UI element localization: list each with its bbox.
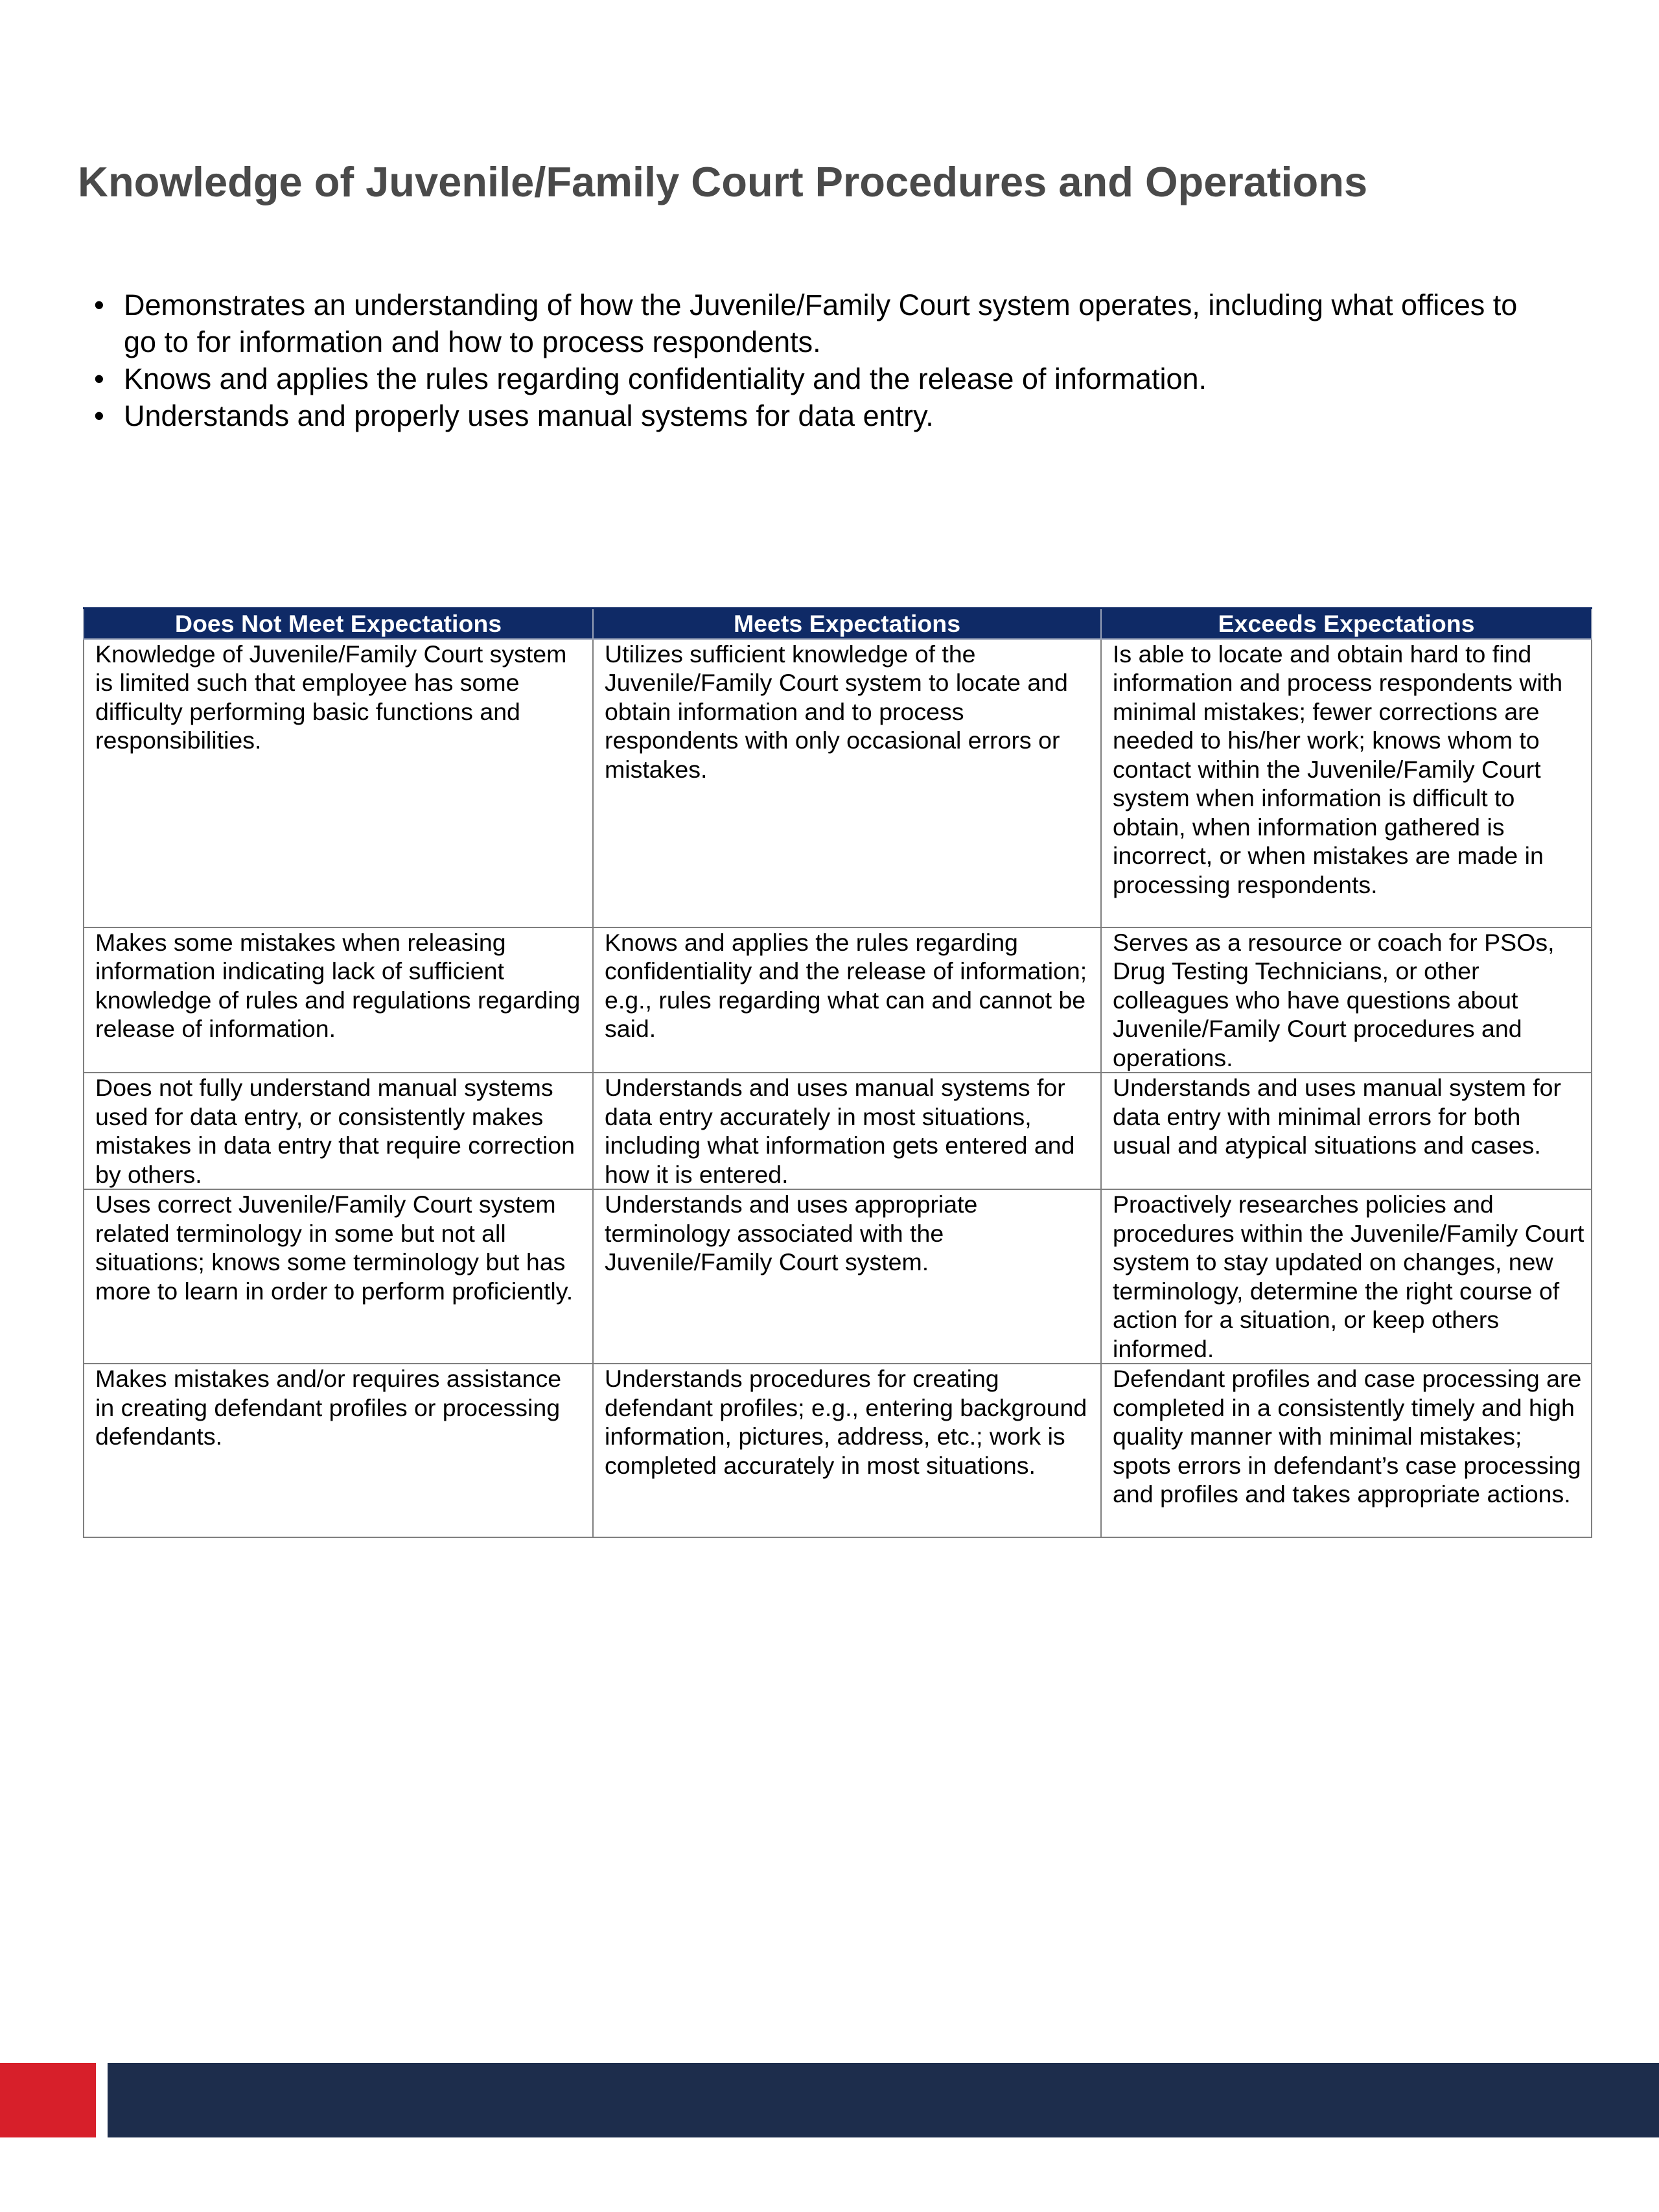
table-row <box>84 639 1592 927</box>
table-cell: Makes mistakes and/or requires assistance in creating defendant profiles or processing defendants. <box>84 1364 593 1537</box>
table-cell: Is able to locate and obtain hard to find information and process respondents with minimal mistakes; fewer corrections are needed to his/her work; knows whom to contact within the Juvenile/Family Court system when information is difficult to obtain, when information gathered is incorrect, or when mistakes are made in processing respondents. <box>1101 639 1592 927</box>
table-cell: Makes some mistakes when releasing information indicating lack of sufficient knowledge of rules and regulations regarding release of information. <box>84 927 593 1073</box>
table-cell: Understands and uses appropriate terminology associated with the Juvenile/Family Court system. <box>593 1189 1101 1364</box>
bullet-text: Knows and applies the rules regarding confidentiality and the release of information. <box>124 362 1207 395</box>
footer-navy-bar <box>108 2063 1659 2137</box>
bullet-dot-icon: • <box>94 288 104 321</box>
competency-bullet-list <box>94 286 1520 434</box>
table-cell: Understands and uses manual system for data entry with minimal errors for both usual and atypical situations and cases. <box>1101 1073 1592 1189</box>
table-cell: Defendant profiles and case processing are completed in a consistently timely and high quality manner with minimal mistakes; spots errors in defendant’s case processing and profiles and takes appropriate actions. <box>1101 1364 1592 1537</box>
bullet-item <box>94 397 1520 434</box>
bullet-text: Demonstrates an understanding of how the Juvenile/Family Court system operates, including what offices to go to for information and how to process respondents. <box>124 288 1518 358</box>
table-cell: Knows and applies the rules regarding confidentiality and the release of information; e.g., rules regarding what can and cannot be said. <box>593 927 1101 1073</box>
table-cell: Serves as a resource or coach for PSOs, Drug Testing Technicians, or other colleagues who have questions about Juvenile/Family Court procedures and operations. <box>1101 927 1592 1073</box>
bullet-item <box>94 360 1520 397</box>
bullet-item <box>94 286 1520 360</box>
table-cell: Knowledge of Juvenile/Family Court system is limited such that employee has some difficulty performing basic functions and responsibilities. <box>84 639 593 927</box>
page-title: Knowledge of Juvenile/Family Court Procedures and Operations <box>78 158 1368 205</box>
table-cell: Does not fully understand manual systems used for data entry, or consistently makes mistakes in data entry that require correction by others. <box>84 1073 593 1189</box>
bullet-dot-icon: • <box>94 362 104 395</box>
bullet-dot-icon: • <box>94 399 104 432</box>
table-row <box>84 1073 1592 1189</box>
table-cell: Understands and uses manual systems for data entry accurately in most situations, including what information gets entered and how it is entered. <box>593 1073 1101 1189</box>
rubric-header-row <box>84 609 1592 639</box>
table-row <box>84 927 1592 1073</box>
bullet-text: Understands and properly uses manual systems for data entry. <box>124 399 934 432</box>
table-row <box>84 1364 1592 1537</box>
table-cell: Proactively researches policies and procedures within the Juvenile/Family Court system to stay updated on changes, new terminology, determine the right course of action for a situation, or keep others informed. <box>1101 1189 1592 1364</box>
table-cell: Uses correct Juvenile/Family Court system related terminology in some but not all situations; knows some terminology but has more to learn in order to perform proficiently. <box>84 1189 593 1364</box>
header-exceeds: Exceeds Expectations <box>1101 609 1592 639</box>
table-cell: Understands procedures for creating defendant profiles; e.g., entering background information, pictures, address, etc.; work is completed accurately in most situations. <box>593 1364 1101 1537</box>
table-row <box>84 1189 1592 1364</box>
rubric-table <box>83 607 1592 1538</box>
header-does-not-meet: Does Not Meet Expectations <box>84 609 593 639</box>
table-cell: Utilizes sufficient knowledge of the Juvenile/Family Court system to locate and obtain information and to process respondents with only occasional errors or mistakes. <box>593 639 1101 927</box>
footer-accent-red-bar <box>0 2063 96 2137</box>
header-meets: Meets Expectations <box>593 609 1101 639</box>
